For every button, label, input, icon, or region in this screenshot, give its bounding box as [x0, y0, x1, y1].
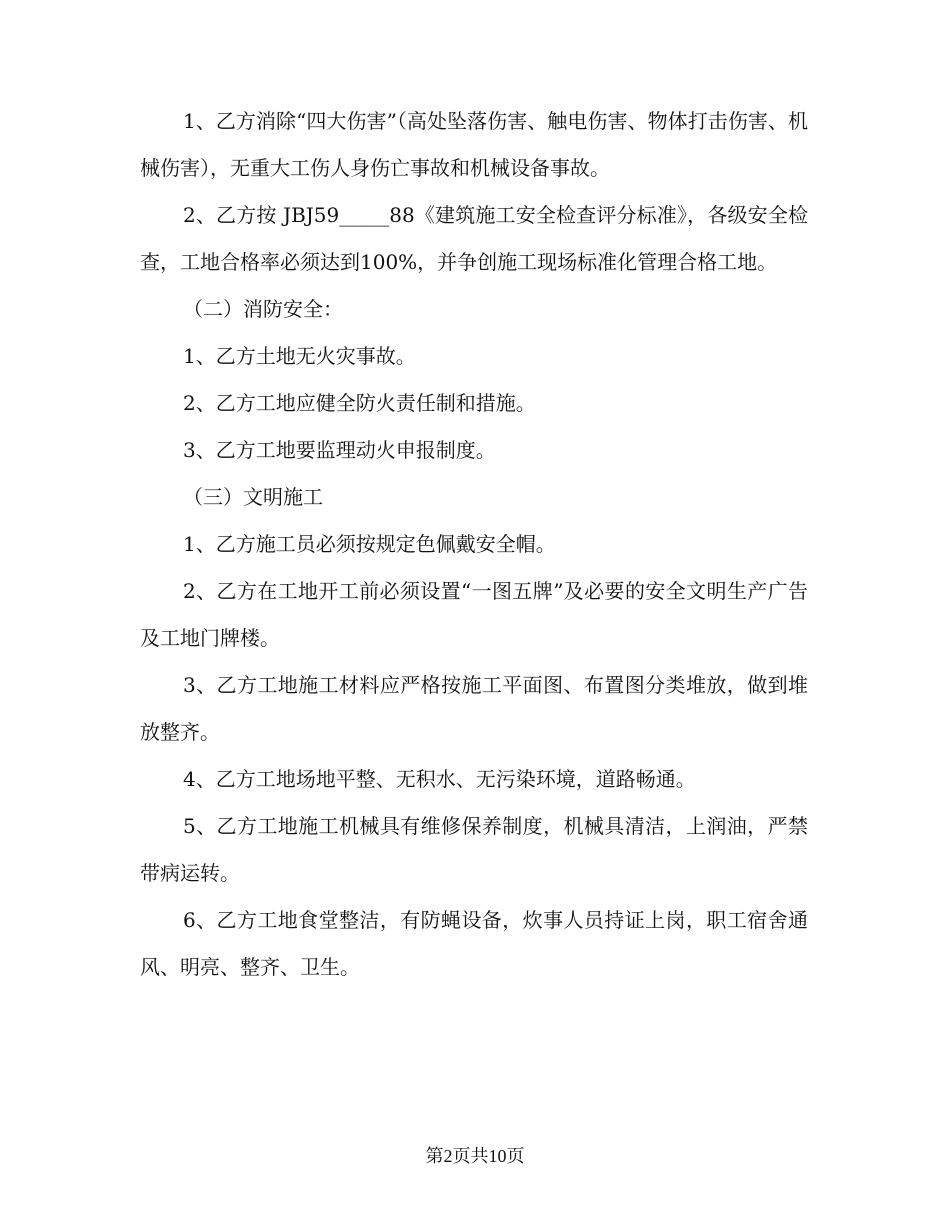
paragraph: 6、乙方工地食堂整洁，有防蝇设备，炊事人员持证上岗，职工宿舍通风、明亮、整齐、卫生。 — [140, 908, 808, 979]
paragraph: 4、乙方工地场地平整、无积水、无污染环境，道路畅通。 — [183, 767, 696, 791]
paragraph: 2、乙方按 JBJ59_____88《建筑施工安全检查评分标准》，各级安全检查，工地合格率必须达到100%，并争创施工现场标准化管理合格工地。 — [140, 203, 808, 274]
document-body — [140, 98, 808, 991]
paragraph: 3、乙方工地要监理动火申报制度。 — [183, 438, 496, 462]
section-heading: （二）消防安全： — [183, 297, 343, 321]
paragraph: 3、乙方工地施工材料应严格按施工平面图、布置图分类堆放，做到堆放整齐。 — [140, 673, 808, 744]
paragraph: 1、乙方土地无火灾事故。 — [183, 344, 416, 368]
paragraph: 1、乙方施工员必须按规定色佩戴安全帽。 — [183, 532, 556, 556]
paragraph: 1、乙方消除“四大伤害”（高处坠落伤害、触电伤害、物体打击伤害、机械伤害），无重大工伤人身伤亡事故和机械设备事故。 — [140, 109, 808, 180]
paragraph: 2、乙方在工地开工前必须设置“一图五牌”及必要的安全文明生产广告及工地门牌楼。 — [140, 579, 808, 650]
page-number-footer: 第2页共10页 — [425, 1146, 525, 1166]
section-heading: （三）文明施工 — [183, 485, 323, 509]
paragraph: 2、乙方工地应健全防火责任制和措施。 — [183, 391, 536, 415]
paragraph: 5、乙方工地施工机械具有维修保养制度，机械具清洁，上润油，严禁带病运转。 — [140, 814, 808, 885]
